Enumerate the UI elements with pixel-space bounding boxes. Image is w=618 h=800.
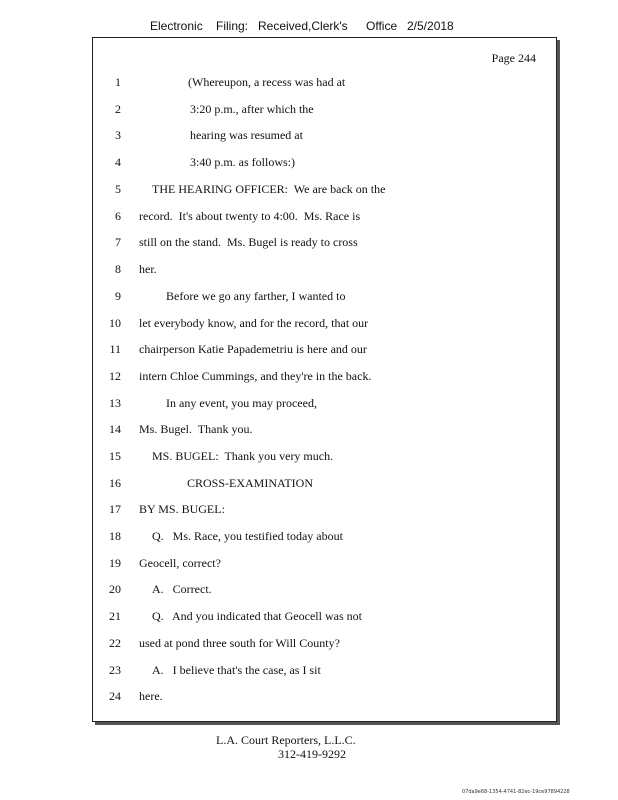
transcript-line — [93, 582, 553, 600]
line-number: 23 — [109, 663, 121, 677]
transcript-line — [93, 476, 553, 494]
line-text: hearing was resumed at — [190, 128, 303, 142]
line-number: 14 — [109, 422, 121, 436]
transcript-line — [93, 609, 553, 627]
line-number: 1 — [115, 75, 121, 89]
transcript-line — [93, 316, 553, 334]
line-number: 10 — [109, 316, 121, 330]
line-number: 13 — [109, 396, 121, 410]
line-number: 15 — [109, 449, 121, 463]
line-number: 3 — [115, 128, 121, 142]
line-text: 3:40 p.m. as follows:) — [190, 155, 295, 169]
line-text: here. — [139, 689, 163, 703]
transcript-line — [93, 75, 553, 93]
line-number: 18 — [109, 529, 121, 543]
line-number: 12 — [109, 369, 121, 383]
line-number: 2 — [115, 102, 121, 116]
line-text: record. It's about twenty to 4:00. Ms. Race is — [139, 209, 361, 223]
line-text: A. I believe that's the case, as I sit — [152, 663, 321, 677]
line-number: 19 — [109, 556, 121, 570]
transcript-line — [93, 289, 553, 307]
line-text: THE HEARING OFFICER: We are back on the — [152, 182, 386, 196]
transcript-line — [93, 102, 553, 120]
reporter-company: L.A. Court Reporters, L.L.C. — [216, 733, 356, 747]
line-number: 7 — [115, 235, 121, 249]
line-number: 5 — [115, 182, 121, 196]
line-text: Q. Ms. Race, you testified today about — [152, 529, 343, 543]
transcript-line — [93, 689, 553, 707]
line-text: MS. BUGEL: Thank you very much. — [152, 449, 334, 463]
transcript-line — [93, 128, 553, 146]
line-text: still on the stand. Ms. Bugel is ready to cross — [139, 235, 358, 249]
line-text: used at pond three south for Will County? — [139, 636, 340, 650]
line-number: 22 — [109, 636, 121, 650]
transcript-line — [93, 209, 553, 227]
transcript-line — [93, 182, 553, 200]
line-text: BY MS. BUGEL: — [139, 502, 225, 516]
transcript-line — [93, 262, 553, 280]
line-text: Before we go any farther, I wanted to — [166, 289, 346, 303]
line-text: Geocell, correct? — [139, 556, 221, 570]
line-text: A. Correct. — [152, 582, 212, 596]
line-text: let everybody know, and for the record, that our — [139, 316, 369, 330]
reporter-phone: 312-419-9292 — [278, 747, 346, 761]
line-number: 16 — [109, 476, 121, 490]
transcript-line — [93, 155, 553, 173]
header-word-filing: Filing: — [216, 19, 249, 33]
line-text: 3:20 p.m., after which the — [190, 102, 314, 116]
transcript-line — [93, 556, 553, 574]
header-word-electronic: Electronic — [150, 19, 203, 33]
line-text: intern Chloe Cummings, and they're in the back. — [139, 369, 372, 383]
line-number: 20 — [109, 582, 121, 596]
filing-header — [0, 19, 618, 37]
line-text: Q. And you indicated that Geocell was not — [152, 609, 362, 623]
transcript-line — [93, 369, 553, 387]
document-hash: 07da9e68-1354-4741-82ec-19ce97894228 — [462, 789, 570, 795]
transcript-line — [93, 449, 553, 467]
line-text: chairperson Katie Papademetriu is here and our — [139, 342, 367, 356]
line-number: 11 — [109, 342, 121, 356]
line-number: 24 — [109, 689, 121, 703]
line-text: her. — [139, 262, 157, 276]
line-number: 17 — [109, 502, 121, 516]
transcript-line — [93, 663, 553, 681]
line-number: 9 — [115, 289, 121, 303]
line-text: (Whereupon, a recess was had at — [188, 75, 346, 89]
line-number: 4 — [115, 155, 121, 169]
transcript-line — [93, 396, 553, 414]
header-word-office: Office — [366, 19, 398, 33]
line-text: In any event, you may proceed, — [166, 396, 317, 410]
transcript-line — [93, 502, 553, 520]
header-word-date: 2/5/2018 — [407, 19, 454, 33]
transcript-page — [92, 37, 557, 722]
line-number: 21 — [109, 609, 121, 623]
line-text: CROSS-EXAMINATION — [187, 476, 314, 490]
transcript-line — [93, 422, 553, 440]
transcript-line — [93, 342, 553, 360]
line-number: 6 — [115, 209, 121, 223]
header-word-received-clerks: Received,Clerk's — [258, 19, 348, 33]
transcript-line — [93, 235, 553, 253]
line-text: Ms. Bugel. Thank you. — [139, 422, 253, 436]
page-number: Page 244 — [491, 51, 536, 65]
line-number: 8 — [115, 262, 121, 276]
transcript-line — [93, 636, 553, 654]
transcript-line — [93, 529, 553, 547]
